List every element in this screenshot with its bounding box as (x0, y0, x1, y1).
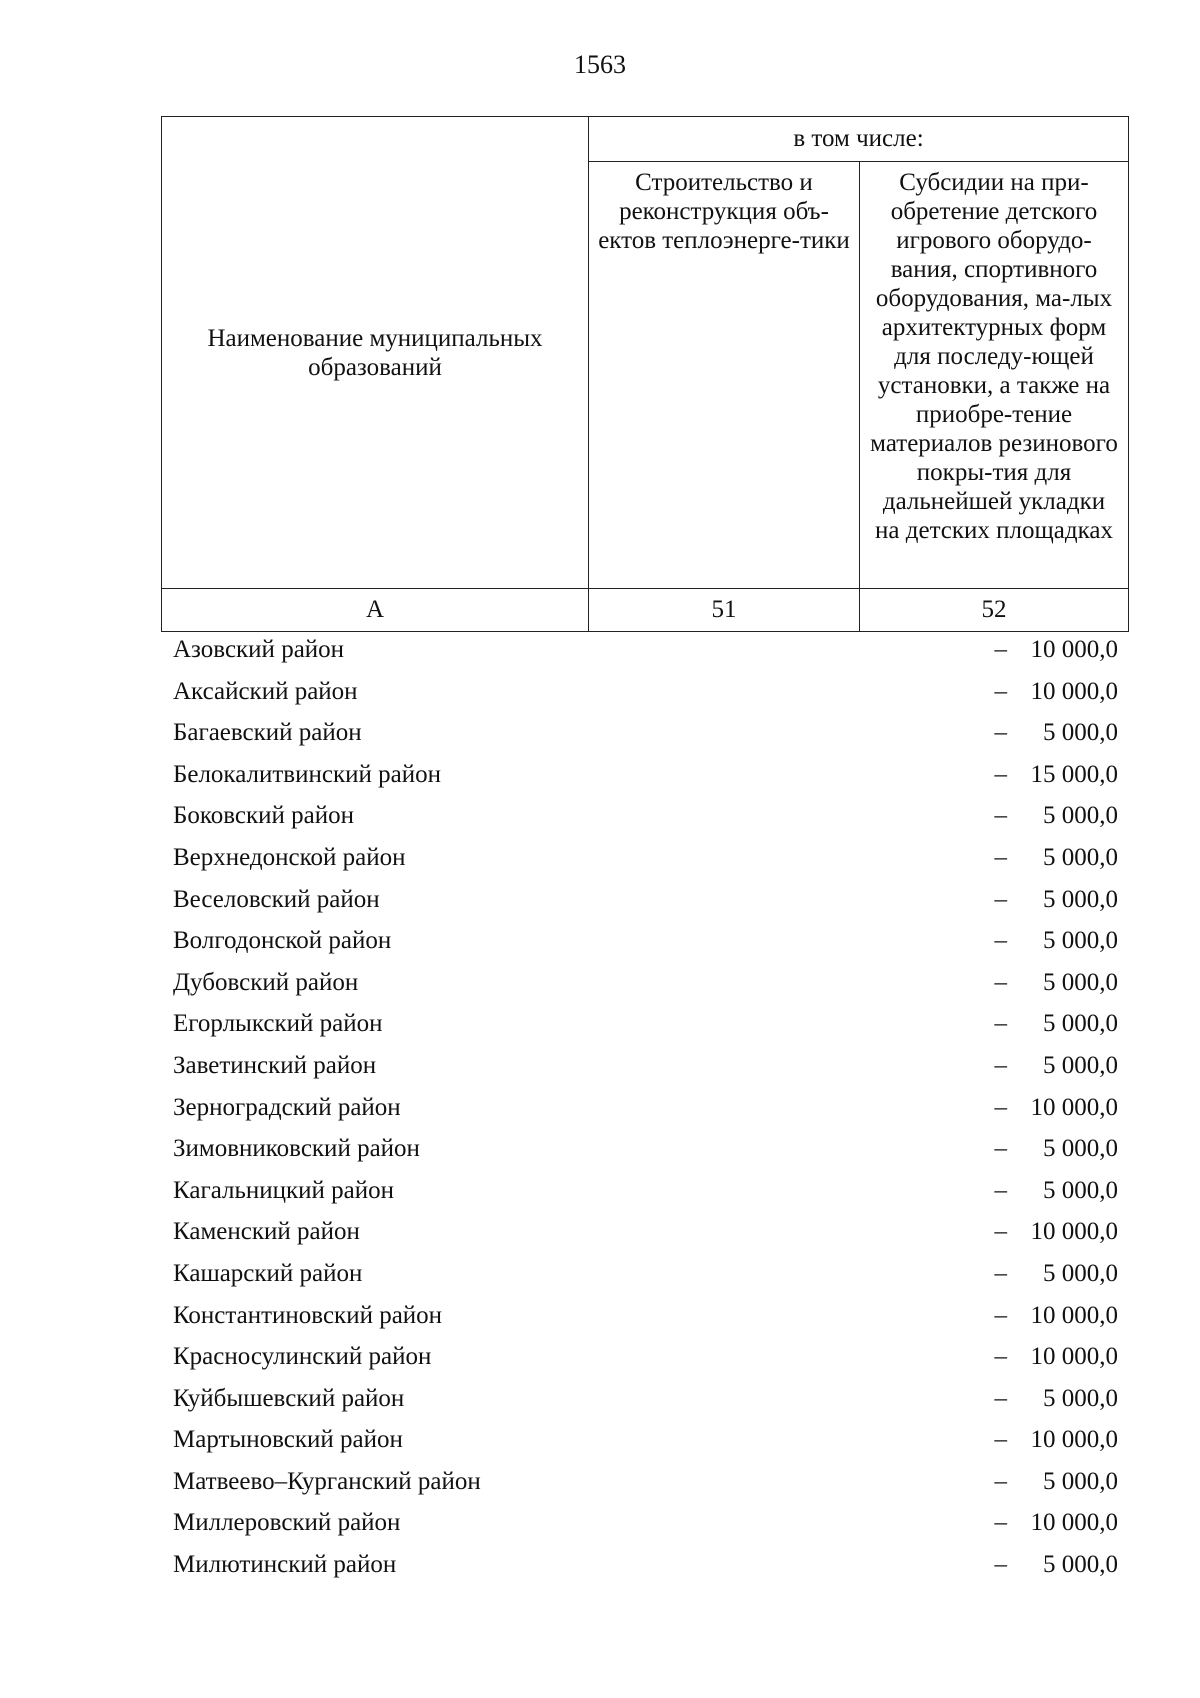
table-row (161, 1170, 1128, 1212)
table-row (161, 837, 1128, 879)
value-column-52: 5 000,0 (1043, 802, 1118, 830)
municipality-name: Куйбышевский район (173, 1384, 405, 1412)
value-column-52: 5 000,0 (1043, 927, 1118, 955)
value-column-51: – (994, 719, 1007, 747)
value-column-52: 5 000,0 (1043, 1259, 1118, 1287)
value-column-52: 10 000,0 (1030, 1426, 1118, 1454)
value-column-52: 5 000,0 (1043, 1135, 1118, 1163)
municipality-name: Мартыновский район (173, 1426, 403, 1454)
table-row (161, 1419, 1128, 1461)
table-row (161, 1544, 1128, 1586)
value-column-51: – (994, 1176, 1007, 1204)
value-column-51: – (994, 1259, 1007, 1287)
value-column-51: – (994, 1010, 1007, 1038)
value-column-51: – (994, 1384, 1007, 1412)
municipality-name: Багаевский район (173, 719, 362, 747)
municipality-name: Миллеровский район (173, 1509, 401, 1537)
value-column-51: – (994, 968, 1007, 996)
table-row (161, 1336, 1128, 1378)
header-group-label: в том числе: (589, 117, 1129, 162)
table-body (161, 629, 1128, 1586)
municipality-name: Боковский район (173, 802, 354, 830)
municipality-name: Кагальницкий район (173, 1176, 395, 1204)
municipality-name: Каменский район (173, 1218, 360, 1246)
value-column-51: – (994, 802, 1007, 830)
table-row (161, 1087, 1128, 1129)
value-column-51: – (994, 677, 1007, 705)
value-column-51: – (994, 927, 1007, 955)
municipality-name: Белокалитвинский район (173, 760, 441, 788)
value-column-51: – (994, 1426, 1007, 1454)
table-row (161, 1253, 1128, 1295)
municipality-name: Красносулинский район (173, 1343, 432, 1371)
value-column-51: – (994, 843, 1007, 871)
value-column-51: – (994, 1135, 1007, 1163)
value-column-51: – (994, 1467, 1007, 1495)
value-column-51: – (994, 885, 1007, 913)
header-column-52: Субсидии на при-обретение детского игрового оборудо-вания, спортивного оборудования, ма-лых архитектурных форм для последу-ющей установки, а также на приобре-тение материалов резинового покры-тия для дальнейшей укладки на детских площадках (860, 162, 1129, 589)
table-row (161, 671, 1128, 713)
table-row (161, 1461, 1128, 1503)
table-row (161, 962, 1128, 1004)
value-column-52: 5 000,0 (1043, 1176, 1118, 1204)
value-column-52: 5 000,0 (1043, 1551, 1118, 1579)
municipality-name: Азовский район (173, 636, 345, 663)
municipality-name: Аксайский район (173, 677, 358, 705)
header-name-column: Наименование муниципальных образований (162, 117, 589, 589)
value-column-52: 5 000,0 (1043, 1467, 1118, 1495)
municipality-name: Дубовский район (173, 968, 359, 996)
table-row (161, 629, 1128, 671)
value-column-52: 10 000,0 (1030, 1093, 1118, 1121)
table-row (161, 1295, 1128, 1337)
header-column-51: Строительство и реконструкция объ-ектов теплоэнерге-тики (589, 162, 860, 589)
municipality-name: Милютинский район (173, 1551, 397, 1579)
value-column-52: 5 000,0 (1043, 1010, 1118, 1038)
value-column-52: 5 000,0 (1043, 719, 1118, 747)
table-row (161, 1378, 1128, 1420)
header-index-51: 51 (589, 589, 860, 632)
value-column-51: – (994, 1218, 1007, 1246)
value-column-52: 5 000,0 (1043, 968, 1118, 996)
municipality-name: Зимовниковский район (173, 1135, 420, 1163)
value-column-52: 10 000,0 (1030, 1343, 1118, 1371)
value-column-52: 10 000,0 (1030, 1509, 1118, 1537)
value-column-51: – (994, 1093, 1007, 1121)
table-header (161, 116, 1129, 632)
value-column-52: 10 000,0 (1030, 1301, 1118, 1329)
municipality-name: Кашарский район (173, 1259, 363, 1287)
value-column-52: 10 000,0 (1030, 677, 1118, 705)
value-column-52: 5 000,0 (1043, 843, 1118, 871)
value-column-52: 10 000,0 (1030, 636, 1118, 663)
table-row (161, 1211, 1128, 1253)
value-column-52: 5 000,0 (1043, 1051, 1118, 1079)
municipality-name: Зерноградский район (173, 1093, 401, 1121)
value-column-51: – (994, 636, 1007, 663)
value-column-51: – (994, 1343, 1007, 1371)
header-index-a: А (162, 589, 589, 632)
municipality-name: Волгодонской район (173, 927, 392, 955)
header-index-52: 52 (860, 589, 1129, 632)
table-row (161, 1003, 1128, 1045)
municipality-name: Егорлыкский район (173, 1010, 383, 1038)
table-row (161, 1045, 1128, 1087)
value-column-52: 5 000,0 (1043, 885, 1118, 913)
table-row (161, 712, 1128, 754)
value-column-51: – (994, 1301, 1007, 1329)
table-row (161, 1128, 1128, 1170)
value-column-51: – (994, 1551, 1007, 1579)
municipality-name: Верхнедонской район (173, 843, 406, 871)
value-column-52: 15 000,0 (1030, 760, 1118, 788)
value-column-52: 5 000,0 (1043, 1384, 1118, 1412)
table-row (161, 920, 1128, 962)
municipality-name: Веселовский район (173, 885, 380, 913)
municipality-name: Матвеево–Курганский район (173, 1467, 481, 1495)
municipality-name: Заветинский район (173, 1051, 377, 1079)
value-column-51: – (994, 1509, 1007, 1537)
value-column-51: – (994, 760, 1007, 788)
table-row (161, 879, 1128, 921)
table-row (161, 754, 1128, 796)
table-row (161, 795, 1128, 837)
municipality-name: Константиновский район (173, 1301, 443, 1329)
value-column-51: – (994, 1051, 1007, 1079)
page-number: 1563 (574, 50, 626, 79)
table-row (161, 1502, 1128, 1544)
value-column-52: 10 000,0 (1030, 1218, 1118, 1246)
